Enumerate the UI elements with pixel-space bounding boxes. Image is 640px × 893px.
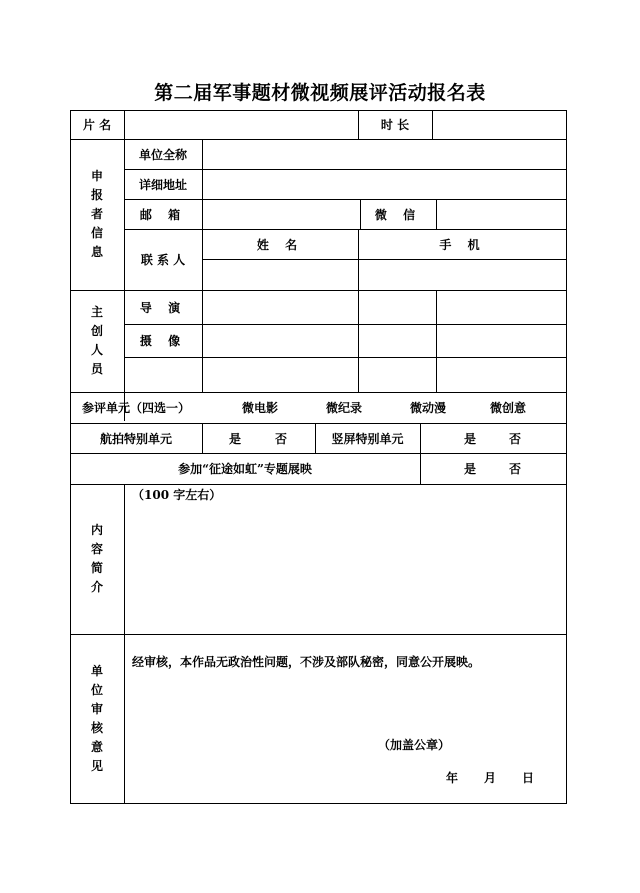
postcode-label: 邮 箱 [139, 207, 187, 222]
col-divider [420, 453, 421, 484]
vertical-no-option: 否 [508, 431, 521, 446]
review-opinion-label: 单 位 审 核 意 见 [90, 663, 103, 773]
category-micro-animation: 微动漫 [409, 401, 446, 415]
table-border-bottom [70, 803, 567, 804]
screening-no-option: 否 [508, 462, 521, 476]
wechat-label: 微 信 [374, 207, 422, 222]
synopsis-label: 内 容 简 介 [90, 523, 103, 594]
category-micro-film: 微电影 [241, 401, 278, 415]
category-micro-creative: 微创意 [489, 401, 526, 415]
row-divider [202, 259, 567, 260]
row-divider [70, 484, 567, 485]
category-label: 参评单元（四选一） [81, 401, 190, 415]
vertical-unit-label: 竖屏特别单元 [331, 431, 404, 446]
registration-form-table [70, 110, 567, 804]
col-divider [124, 484, 125, 804]
synopsis-hint: （100 字左右） [132, 488, 222, 502]
category-micro-documentary: 微纪录 [325, 401, 362, 415]
date-day: 日 [522, 771, 535, 785]
col-divider [432, 110, 433, 139]
contact-phone-header: 手 机 [439, 237, 486, 252]
form-title: 第二届军事题材微视频展评活动报名表 [154, 82, 486, 104]
duration-label: 时 长 [380, 118, 410, 132]
contact-name-header: 姓 名 [256, 237, 304, 252]
unit-full-name-label: 单位全称 [138, 147, 187, 162]
table-border-top [70, 110, 567, 111]
review-statement: 经审核，本作品无政治性问题，不涉及部队秘密，同意公开展映。 [132, 655, 481, 669]
screening-yes-option: 是 [463, 462, 476, 476]
table-border-right [566, 110, 567, 804]
col-divider [420, 423, 421, 453]
aerial-no-option: 否 [274, 431, 287, 446]
col-divider [436, 199, 437, 229]
row-divider [70, 634, 567, 635]
col-divider [436, 290, 437, 392]
seal-note: （加盖公章） [378, 738, 451, 752]
contact-person-label: 联 系 人 [140, 253, 186, 267]
creators-label: 主 创 人 员 [90, 305, 103, 376]
col-divider [202, 423, 203, 453]
camera-label: 摄 像 [139, 334, 187, 348]
screening-label: 参加“征途如虹”专题展映 [178, 462, 312, 476]
col-divider [202, 290, 203, 392]
aerial-unit-label: 航拍特别单元 [99, 431, 172, 446]
film-name-label: 片 名 [82, 118, 112, 132]
col-divider [202, 139, 203, 229]
address-label: 详细地址 [138, 177, 187, 192]
row-divider [124, 357, 567, 358]
date-month: 月 [484, 771, 497, 785]
director-label: 导 演 [139, 300, 187, 315]
col-divider [358, 290, 359, 392]
vertical-yes-option: 是 [463, 431, 476, 446]
date-year: 年 [446, 771, 459, 785]
applicant-info-label: 申 报 者 信 息 [90, 169, 103, 259]
aerial-yes-option: 是 [228, 431, 241, 446]
col-divider [124, 110, 125, 139]
